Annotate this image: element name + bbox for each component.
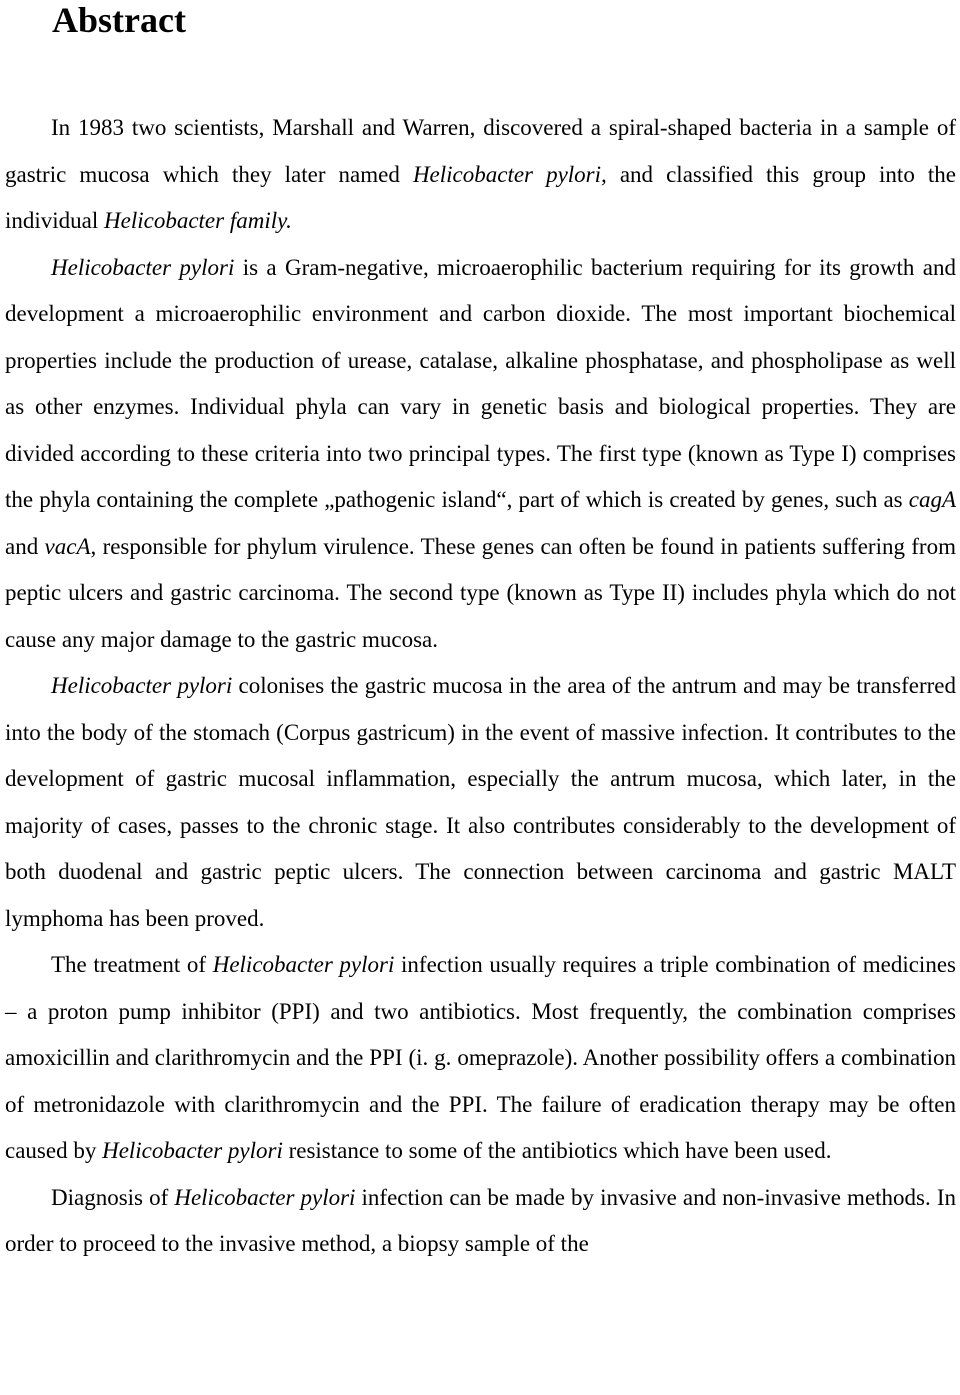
paragraph-text: resistance to some of the antibiotics which have been used. — [282, 1138, 832, 1163]
italic-term: Helicobacter pylori — [212, 952, 395, 977]
abstract-paragraph — [5, 663, 956, 942]
abstract-paragraph — [5, 1175, 956, 1268]
paragraph-text: and — [5, 533, 45, 559]
italic-term: Helicobacter pylori — [174, 1184, 356, 1210]
paragraph-text: The treatment of — [51, 952, 213, 977]
italic-term: Helicobacter family. — [104, 208, 292, 233]
italic-term: Helicobacter pylori, — [412, 161, 607, 187]
paragraph-text: Diagnosis of — [51, 1184, 175, 1210]
abstract-paragraph — [5, 105, 956, 245]
paragraph-text: infection usually requires a triple combination of medicines – a proton pump inhibitor (PPI) and two antibiotics. Most frequently, the combination comprises amoxicillin and clarithromycin and the PPI (i. g. omeprazole). Another possibility offers a combination of metronidazole with clarithromycin and the PPI. The failure of eradication therapy may be often caused by — [5, 952, 956, 1163]
paragraph-text: In 1983 two scientists, Marshall and Warren, discovered a spiral-shaped bacteria in a sample of gastric mucosa which they later named — [5, 115, 956, 187]
italic-term: vacA — [44, 533, 91, 559]
abstract-paragraph — [5, 245, 956, 664]
paragraph-text: is a Gram-negative, microaerophilic bacterium requiring for its growth and development a microaerophilic environment and carbon dioxide. The most important biochemical properties include the production of urease, catalase, alkaline phosphatase, and phospholipase as well as other enzymes. Individual phyla can vary in genetic basis and biological properties. They are divided according to these criteria into two principal types. The first type (known as Type I) comprises the phyla containing the complete „pathogenic island“, part of which is created by genes, such as — [5, 254, 956, 512]
paragraph-text: , responsible for phylum virulence. These genes can often be found in patients suffering from peptic ulcers and gastric carcinoma. The second type (known as Type II) includes phyla which do not cause any major damage to the gastric mucosa. — [5, 533, 956, 652]
abstract-body — [5, 105, 956, 1268]
abstract-paragraph — [5, 942, 956, 1175]
paragraph-text: colonises the gastric mucosa in the area of the antrum and may be transferred into the body of the stomach (Corpus gastricum) in the event of massive infection. It contributes to the development of gastric mucosal inflammation, especially the antrum mucosa, which later, in the majority of cases, passes to the chronic stage. It also contributes considerably to the development of both duodenal and gastric peptic ulcers. The connection between carcinoma and gastric MALT lymphoma has been proved. — [5, 673, 957, 931]
paragraph-text: infection can be made by invasive and non-invasive methods. In order to proceed to the invasive method, a biopsy sample of the — [5, 1184, 956, 1256]
italic-term: Helicobacter pylori — [102, 1138, 283, 1163]
italic-term: Helicobacter pylori — [51, 673, 233, 698]
italic-term: cagA — [908, 487, 956, 512]
paragraph-text: and classified this group into the individual — [5, 161, 956, 233]
italic-term: Helicobacter pylori — [51, 254, 235, 280]
page-title: Abstract — [52, 0, 186, 40]
